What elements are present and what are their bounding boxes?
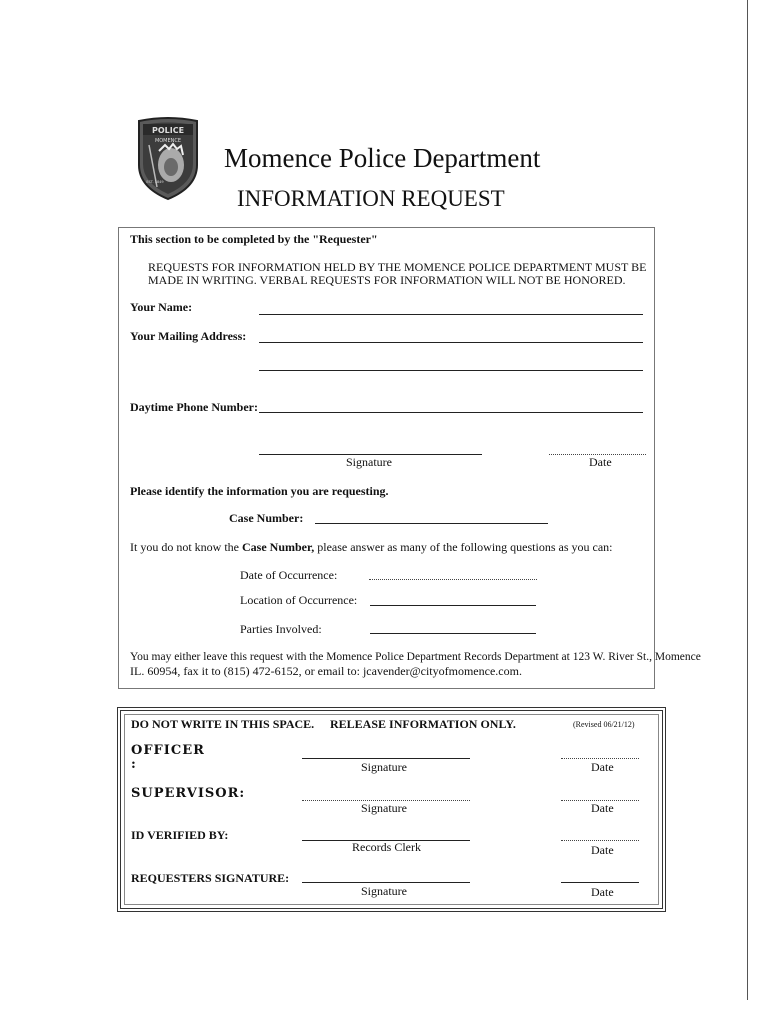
svg-text:EST. 1849: EST. 1849 bbox=[146, 180, 164, 184]
daytime-phone-label: Daytime Phone Number: bbox=[130, 400, 258, 414]
revised-date: (Revised 06/21/12) bbox=[573, 720, 635, 729]
requesters-signature-label: REQUESTERS SIGNATURE: bbox=[131, 871, 290, 885]
form-subtitle: INFORMATION REQUEST bbox=[237, 186, 505, 211]
notice-line-1: REQUESTS FOR INFORMATION HELD BY THE MOMENCE POLICE DEPARTMENT MUST BE bbox=[148, 260, 647, 274]
id-verified-label: ID VERIFIED BY: bbox=[131, 828, 229, 842]
officer-date-field[interactable] bbox=[561, 758, 639, 759]
parties-involved-label: Parties Involved: bbox=[240, 622, 322, 636]
release-only-label: RELEASE INFORMATION ONLY. bbox=[330, 717, 516, 731]
case-number-label: Case Number: bbox=[229, 511, 304, 525]
case-number-note bbox=[130, 540, 613, 555]
case-number-field[interactable] bbox=[315, 523, 548, 524]
your-name-field[interactable] bbox=[259, 314, 643, 315]
requesters-date-caption: Date bbox=[591, 885, 614, 899]
identify-info-prompt: Please identify the information you are requesting. bbox=[130, 484, 389, 498]
case-note-suffix: please answer as many of the following questions as you can: bbox=[314, 540, 613, 554]
page-edge-line bbox=[747, 0, 748, 1000]
officer-colon: : bbox=[131, 757, 137, 772]
police-badge-logo bbox=[135, 115, 201, 201]
mailing-address-field-line-1[interactable] bbox=[259, 342, 643, 343]
occurrence-date-label: Date of Occurrence: bbox=[240, 568, 338, 582]
officer-label: OFFICER bbox=[131, 743, 205, 758]
page-title: Momence Police Department bbox=[224, 143, 541, 173]
svg-text:POLICE: POLICE bbox=[151, 126, 185, 135]
occurrence-location-label: Location of Occurrence: bbox=[240, 593, 358, 607]
requester-signature-caption: Signature bbox=[346, 455, 392, 469]
supervisor-signature-caption: Signature bbox=[361, 801, 407, 815]
occurrence-location-field[interactable] bbox=[370, 605, 536, 606]
svg-text:MOMENCE: MOMENCE bbox=[154, 138, 182, 144]
supervisor-date-caption: Date bbox=[591, 801, 614, 815]
occurrence-date-field[interactable] bbox=[369, 579, 537, 580]
id-verified-date-field[interactable] bbox=[561, 840, 639, 841]
officer-signature-caption: Signature bbox=[361, 760, 407, 774]
requester-section-heading: This section to be completed by the "Requester" bbox=[130, 232, 378, 246]
supervisor-label: SUPERVISOR: bbox=[131, 786, 246, 801]
officer-date-caption: Date bbox=[591, 760, 614, 774]
requesters-date-field[interactable] bbox=[561, 882, 639, 883]
mailing-address-label: Your Mailing Address: bbox=[130, 329, 247, 343]
mailing-address-field-line-2[interactable] bbox=[259, 370, 643, 371]
notice-line-2: MADE IN WRITING. VERBAL REQUESTS FOR INFORMATION WILL NOT BE HONORED. bbox=[148, 273, 626, 287]
parties-involved-field[interactable] bbox=[370, 633, 536, 634]
requesters-signature-field[interactable] bbox=[302, 882, 470, 883]
requester-date-caption: Date bbox=[589, 455, 612, 469]
requesters-signature-caption: Signature bbox=[361, 884, 407, 898]
case-note-bold: Case Number, bbox=[242, 540, 315, 554]
daytime-phone-field[interactable] bbox=[259, 412, 643, 413]
delivery-instructions-line-1: You may either leave this request with the Momence Police Department Records Department at 123 W. River St., Momence bbox=[130, 651, 701, 663]
your-name-label: Your Name: bbox=[130, 300, 193, 314]
officer-signature-field[interactable] bbox=[302, 758, 470, 759]
do-not-write-label: DO NOT WRITE IN THIS SPACE. bbox=[131, 717, 315, 731]
delivery-instructions-line-2: IL. 60954, fax it to (815) 472-6152, or email to: jcavender@cityofmomence.com. bbox=[130, 664, 522, 678]
records-clerk-caption: Records Clerk bbox=[352, 840, 421, 854]
case-note-prefix: It you do not know the bbox=[130, 540, 242, 554]
id-verified-date-caption: Date bbox=[591, 843, 614, 857]
